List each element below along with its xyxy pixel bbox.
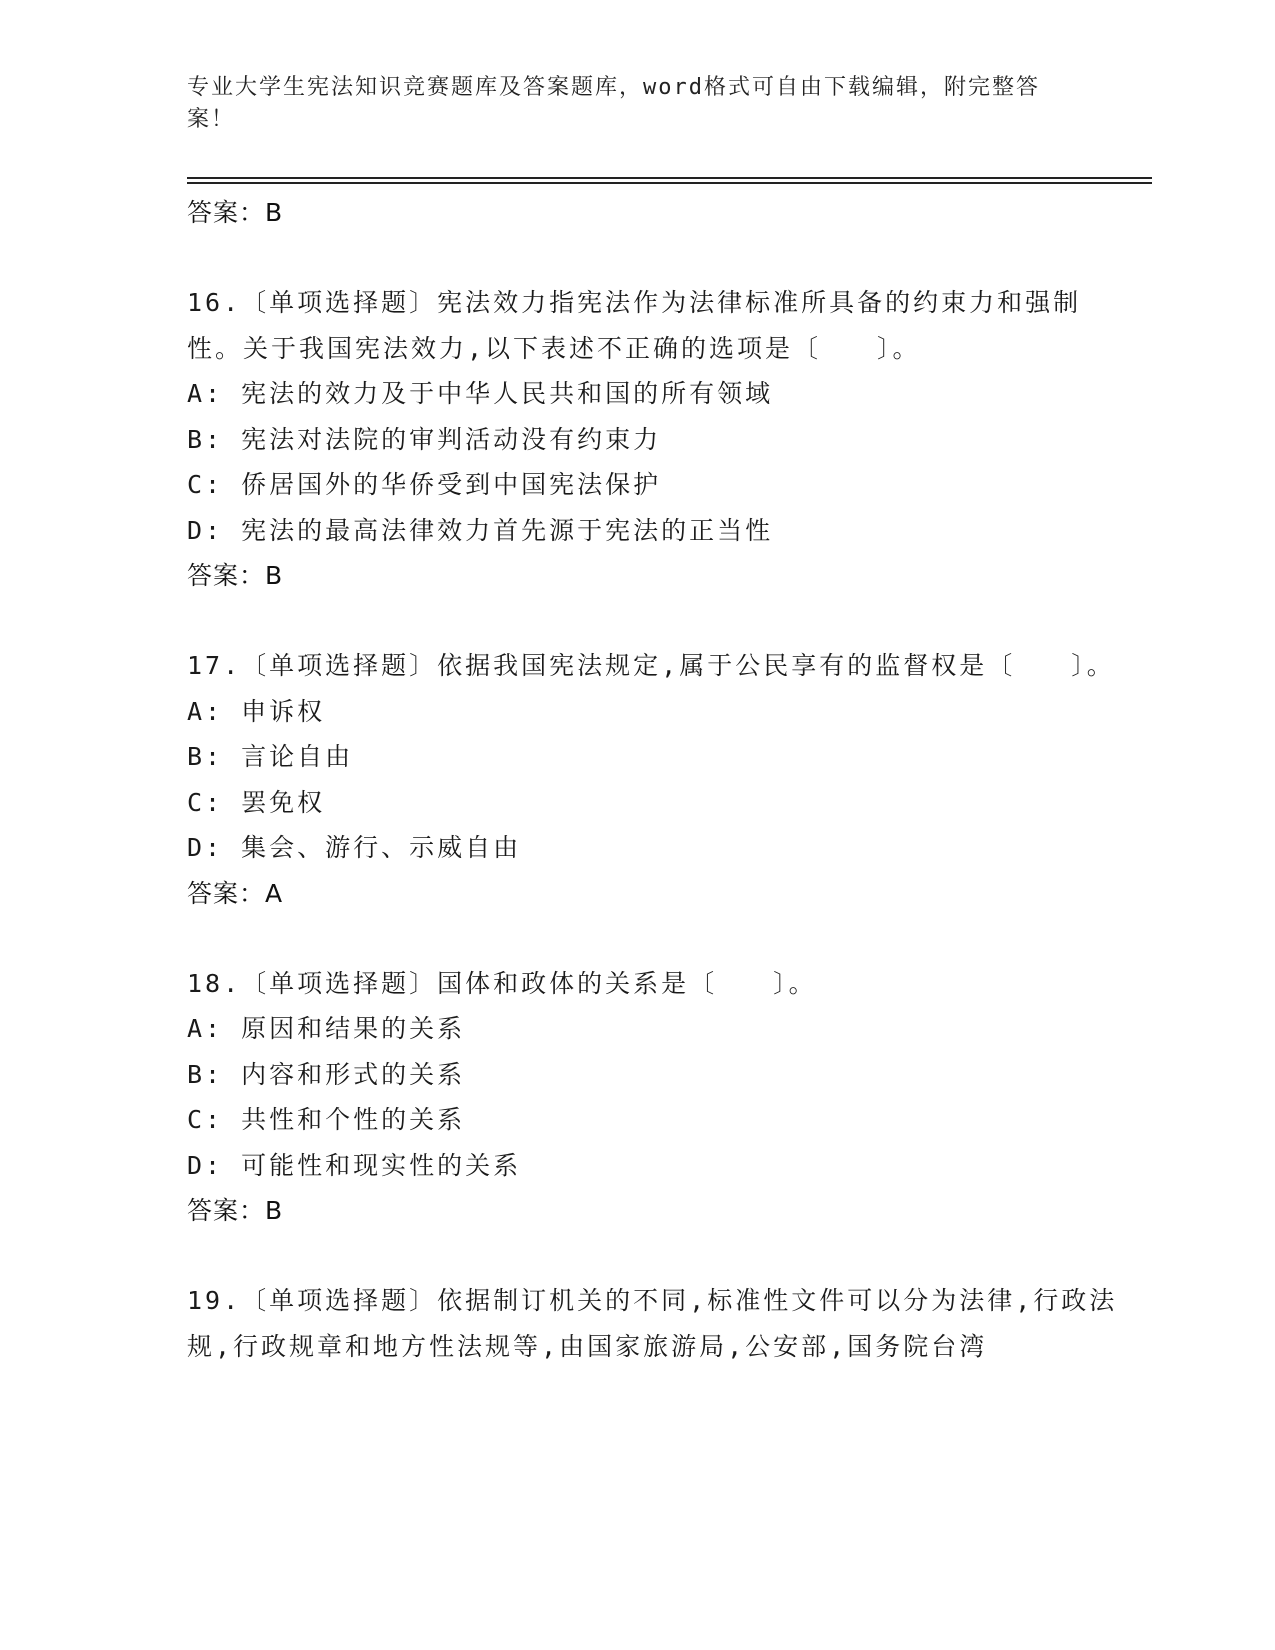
answer-line: 答案：B (187, 561, 284, 590)
question-text: 19.〔单项选择题〕依据制订机关的不同,标准性文件可以分为法律,行政法规,行政规章和地方性法规等,由国家旅游局,公安部,国务院台湾 (187, 1286, 1118, 1361)
question-list (187, 190, 1127, 1369)
answer-line: 答案：A (187, 878, 284, 908)
question-text: 18.〔单项选择题〕国体和政体的关系是〔 〕。 (187, 968, 817, 998)
header-divider (187, 177, 1152, 179)
option-c: C: 侨居国外的华侨受到中国宪法保护 (187, 470, 662, 499)
question-text: 17.〔单项选择题〕依据我国宪法规定,属于公民享有的监督权是〔 〕。 (187, 651, 1115, 680)
option-b: B: 言论自由 (187, 742, 354, 771)
option-d: D: 可能性和现实性的关系 (187, 1150, 522, 1180)
header-divider-second (187, 182, 1152, 184)
question-text: 16.〔单项选择题〕宪法效力指宪法作为法律标准所具备的约束力和强制性。关于我国宪法效力,以下表述不正确的选项是〔 〕。 (187, 288, 1082, 363)
option-b: B: 宪法对法院的审判活动没有约束力 (187, 424, 662, 454)
question-18 (187, 961, 1127, 1235)
question-17 (187, 643, 1127, 917)
answer-line: 答案：B (187, 198, 284, 227)
answer-line: 答案：B (187, 1196, 284, 1225)
option-d: D: 宪法的最高法律效力首先源于宪法的正当性 (187, 515, 774, 545)
option-c: C: 罢免权 (187, 787, 326, 817)
question-16 (187, 280, 1127, 599)
question-19 (187, 1278, 1127, 1369)
option-a: A: 原因和结果的关系 (187, 1014, 466, 1043)
option-a: A: 申诉权 (187, 696, 326, 726)
option-c: C: 共性和个性的关系 (187, 1105, 466, 1134)
document-header: 专业大学生宪法知识竞赛题库及答案题库，word格式可自由下载编辑，附完整答案！ (187, 75, 1040, 132)
option-b: B: 内容和形式的关系 (187, 1059, 466, 1089)
option-a: A: 宪法的效力及于中华人民共和国的所有领域 (187, 379, 774, 408)
option-d: D: 集会、游行、示威自由 (187, 833, 522, 862)
